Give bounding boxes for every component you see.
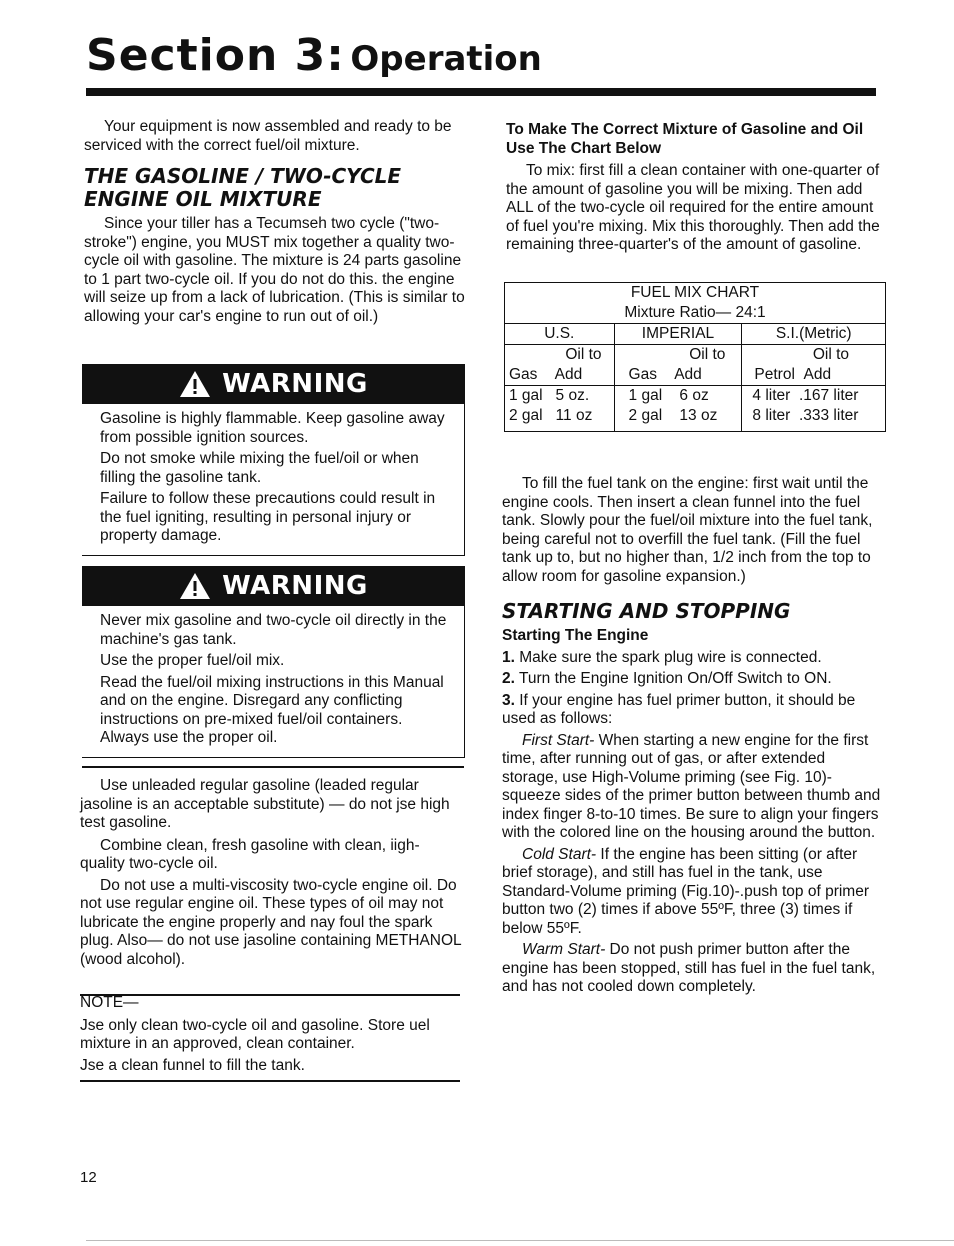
- warning-bar-1: [82, 364, 464, 404]
- section-title: Operation: [350, 39, 542, 79]
- warm-start-text: Do not push primer button after the engine has been stopped, still has fuel in the fuel tank, and has not cooled down completely.: [502, 941, 876, 995]
- warning1-line: Failure to follow these precautions could result in the fuel igniting, resulting in personal injury or property damage.: [100, 490, 436, 544]
- first-start: [502, 732, 884, 843]
- cell: 1 gal: [628, 387, 663, 404]
- warm-start-label: Warm Start-: [522, 941, 606, 958]
- table-row: [505, 386, 615, 407]
- cell: 8 liter: [752, 407, 791, 424]
- chart-group-us: U.S.: [505, 324, 615, 345]
- left-column-top: [84, 118, 468, 329]
- oil-to-si: Oil to: [742, 345, 886, 366]
- gas-header: Gas: [509, 366, 538, 383]
- step-text: Make sure the spark plug wire is connected.: [519, 648, 822, 666]
- cell: 2 gal: [628, 407, 663, 424]
- oil-to-us: Oil to: [505, 345, 615, 366]
- chart-ratio: Mixture Ratio— 24:1: [505, 303, 886, 324]
- add-header: Add: [803, 366, 832, 383]
- first-start-text: When starting a new engine for the first time, after running out of gas, or after extended storage, use High-Volume priming (see Fig. 10)- squeeze sides of the primer button between thumb and index finger 8-to-10 times. Be sure to align your fingers with the colored line on the housing around the button.: [502, 731, 881, 841]
- chart-group-imperial: IMPERIAL: [614, 324, 742, 345]
- table-row: [614, 406, 742, 432]
- warning2-line: Use the proper fuel/oil mix.: [100, 652, 285, 669]
- step-1: [502, 649, 884, 668]
- cell: 13 oz: [679, 407, 718, 424]
- warning-label-1: WARNING: [222, 369, 368, 399]
- fill-tank-text: To fill the fuel tank on the engine: first wait until the engine cools. Then insert a clean funnel into the fuel tank. Slowly pour the fuel/oil mixture into the fuel tank, being careful not to overfill the fuel tank. (Fill the fuel tank up to, but no higher than, 1/2 inch from the top to allow room for gasoline expansion.): [502, 475, 873, 585]
- header-imperial: [614, 365, 742, 386]
- table-row: [742, 386, 886, 407]
- starting-subheading: Starting The Engine: [502, 627, 649, 644]
- warning2-line: Read the fuel/oil mixing instructions in this Manual and on the engine. Disregard any conflicting instructions on pre-mixed fuel/oil containers. Always use the proper oil.: [100, 673, 444, 746]
- oil-to-imperial: Oil to: [614, 345, 742, 366]
- gas-header: Gas: [628, 366, 657, 383]
- chart-group-si: S.I.(Metric): [742, 324, 886, 345]
- cold-start-text: If the engine has been sitting (or after brief storage), and still has fuel in the tank, use Standard-Volume priming (Fig.10)-.push top of primer button two (2) times if above 55ºF, three (3) times if below 55ºF.: [502, 845, 869, 937]
- add-header: Add: [554, 366, 583, 383]
- cell: 1 gal: [509, 387, 543, 404]
- intro-text: Your equipment is now assembled and ready to be serviced with the correct fuel/oil mixture.: [84, 118, 452, 154]
- step-number: 1.: [502, 648, 515, 666]
- cell: 2 gal: [509, 407, 543, 424]
- cell: 4 liter: [752, 387, 791, 404]
- step-text: Turn the Engine Ignition On/Off Switch to ON.: [518, 670, 832, 687]
- step-3: [502, 692, 884, 729]
- fuel-mix-chart: [504, 282, 886, 432]
- page-title: [86, 30, 542, 81]
- step-text: If your engine has fuel primer button, it should be used as follows:: [502, 691, 856, 727]
- warning-bar-2: [82, 566, 464, 606]
- note-bottom-rule: [80, 1080, 460, 1082]
- section-label: Section 3:: [86, 30, 345, 81]
- step-number: 2.: [502, 670, 515, 687]
- mix-instructions: To mix: first fill a clean container with one-quarter of the amount of gasoline you will be mixing. Then add ALL of the two-cycle oil required for the entire amount of fuel you're mixing. Mix this thoroughly. Then add the remaining three-quarter's of the amount of gasoline.: [506, 162, 880, 253]
- gasoline-heading: THE GASOLINE / TWO-CYCLE ENGINE OIL MIXTURE: [84, 164, 402, 211]
- left-column-bottom: [80, 777, 464, 972]
- header-si: [742, 365, 886, 386]
- cell: 6 oz: [679, 387, 709, 404]
- warning1-line: Do not smoke while mixing the fuel/oil or when filling the gasoline tank.: [100, 450, 419, 486]
- cell: .167 liter: [798, 387, 859, 404]
- cold-start: [502, 846, 884, 939]
- table-row: [505, 406, 615, 432]
- gasoline-type-text: Use unleaded regular gasoline (leaded regular jasoline is an acceptable substitute) — do not jse high test gasoline.: [80, 777, 450, 831]
- petrol-header: Petrol: [754, 366, 795, 383]
- mixture-heading: To Make The Correct Mixture of Gasoline and Oil Use The Chart Below: [506, 121, 864, 157]
- chart-title: FUEL MIX CHART: [505, 283, 886, 304]
- scan-edge: [86, 1240, 954, 1241]
- step-number: 3.: [502, 691, 515, 709]
- cell: .333 liter: [798, 407, 859, 424]
- title-rule: [86, 88, 876, 96]
- warm-start: [502, 941, 884, 997]
- add-header: Add: [674, 366, 702, 383]
- cell: 11 oz: [555, 407, 593, 424]
- note-block: [80, 994, 464, 1078]
- table-row: [742, 406, 886, 432]
- warning-triangle-icon: [178, 369, 212, 399]
- header-us: [505, 365, 615, 386]
- warning-label-2: WARNING: [222, 571, 368, 601]
- page-number: 12: [80, 1169, 97, 1186]
- step-2: [502, 670, 884, 689]
- right-column-top: [506, 121, 888, 258]
- first-start-label: First Start-: [522, 731, 595, 749]
- note-label: NOTE—: [80, 994, 139, 1011]
- warning-box-1: [82, 364, 465, 556]
- mixture-text: Since your tiller has a Tecumseh two cycle ("two-stroke") engine, you MUST mix together a quality two-cycle oil with gasoline. The mixture is 24 parts gasoline to 1 part two-cycle oil. If you do not do this. the engine will seize up from a lack of lubrication. (This is similar to allowing your car's engine to run out of oil.): [84, 215, 465, 325]
- note-line-1: Jse only clean two-cycle oil and gasoline. Store uel mixture in an approved, clean container.: [80, 1016, 430, 1052]
- right-column-bottom: [502, 475, 884, 1000]
- starting-heading: STARTING AND STOPPING: [502, 599, 791, 623]
- divider: [82, 766, 464, 768]
- warning-box-2: [82, 566, 465, 758]
- cold-start-label: Cold Start-: [522, 845, 597, 863]
- warning2-line: Never mix gasoline and two-cycle oil directly in the machine's gas tank.: [100, 612, 447, 648]
- table-row: [614, 386, 742, 407]
- note-line-2: Jse a clean funnel to fill the tank.: [80, 1056, 305, 1074]
- cell: 5 oz.: [555, 387, 590, 404]
- warning1-line: Gasoline is highly flammable. Keep gasoline away from possible ignition sources.: [100, 410, 445, 446]
- combine-text: Combine clean, fresh gasoline with clean, iigh-quality two-cycle oil.: [80, 836, 420, 872]
- warning-triangle-icon: [178, 571, 212, 601]
- oil-type-text: Do not use a multi-viscosity two-cycle engine oil. Do not use regular engine oil. These types of oil may not lubricate the engine properly and nay foul the spark plug. Also— do not use jasoline containing METHANOL (wood alcohol).: [80, 876, 462, 968]
